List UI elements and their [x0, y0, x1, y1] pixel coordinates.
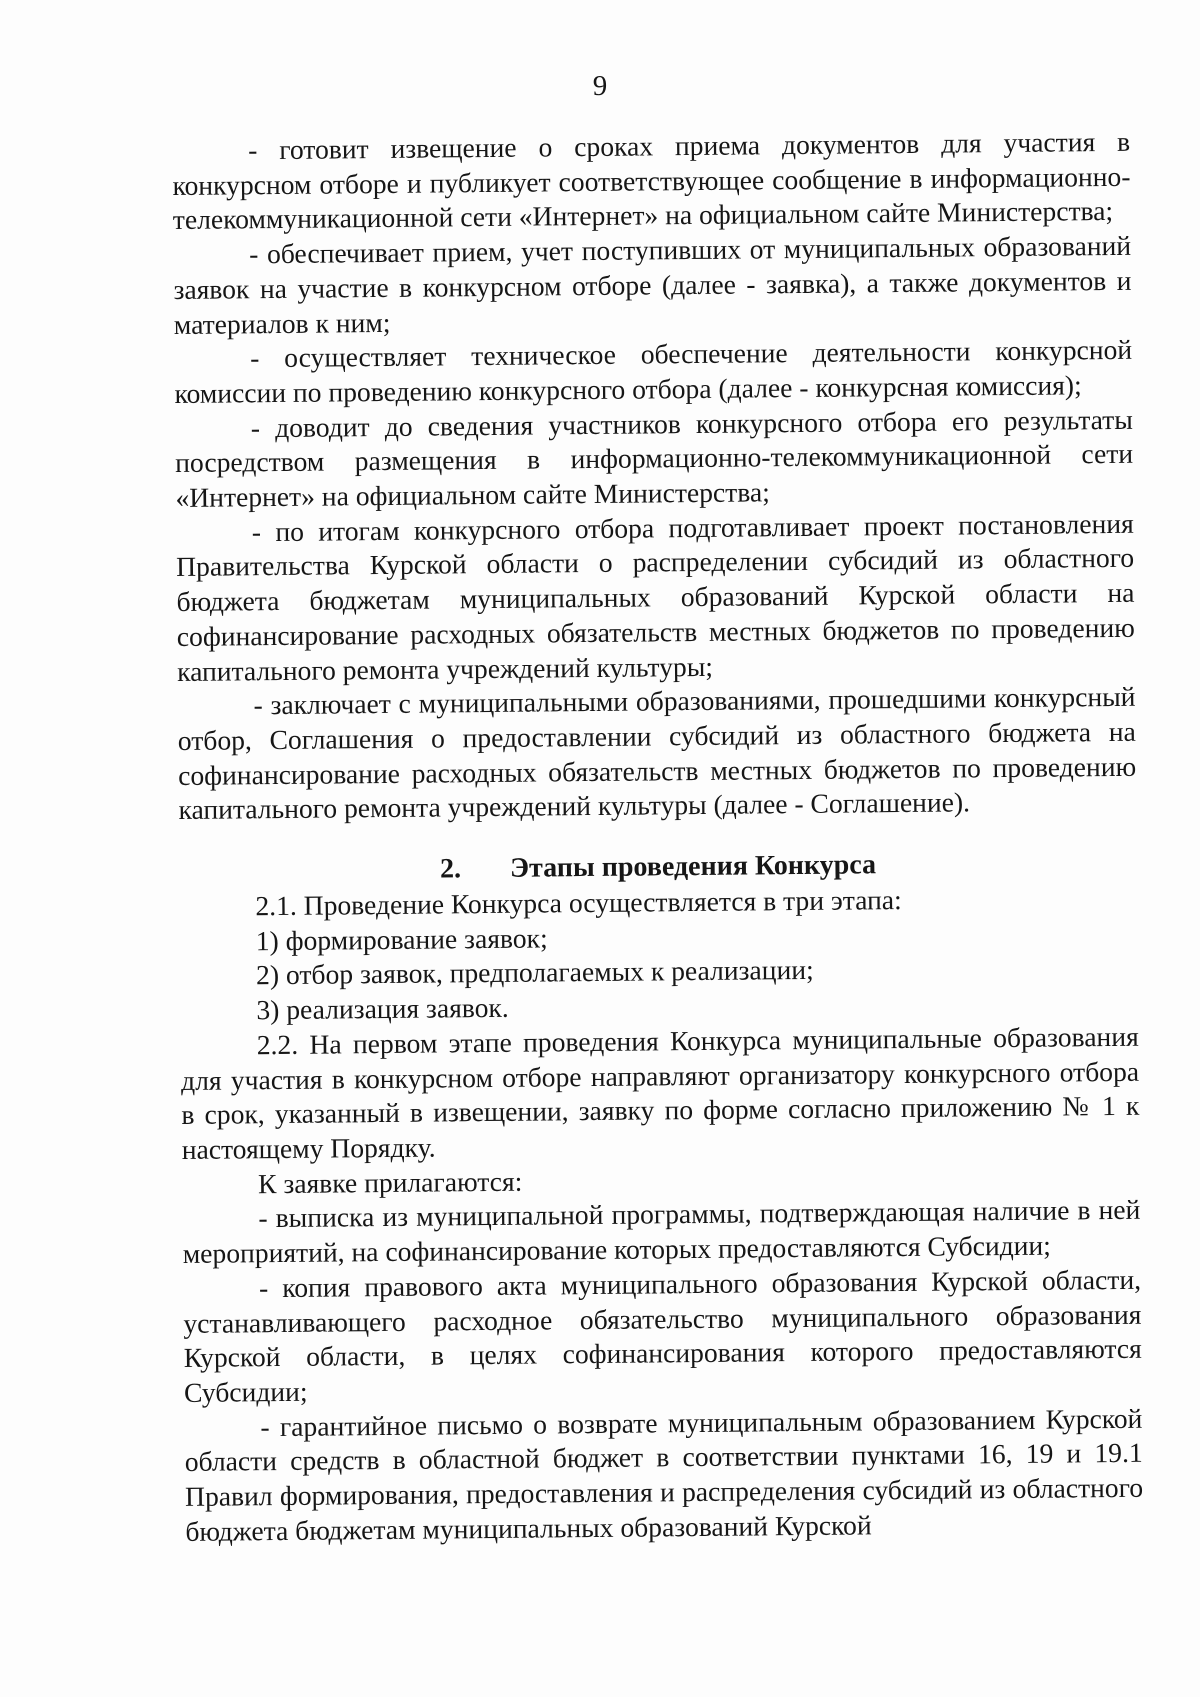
- section-number: 2.: [439, 853, 462, 885]
- paragraph: - по итогам конкурсного отбора подготавливает проект постановления Правительства Курской области о распределении субсидий из областного бюджета бюджетам муниципальных образований Курской области на софинансирование расходных обязательств местных бюджетов по проведению капитального ремонта учреждений культуры;: [176, 507, 1135, 687]
- paragraph: - выписка из муниципальной программы, подтверждающая наличие в ней мероприятий, на софинансирование которых предоставляются Субсидии;: [182, 1194, 1141, 1270]
- paragraph: - доводит до сведения участников конкурсного отбора его результаты посредством размещения в информационно-телекоммуникационной сети «Интернет» на официальном сайте Министерства;: [175, 403, 1134, 514]
- document-body: [172, 125, 1144, 1550]
- paragraph: - гарантийное письмо о возврате муниципальным образованием Курской области средств в областной бюджет в соответствии пунктами 16, 19 и 19.1 Правил формирования, предоставления и распределения субсидий из областного бюджета бюджетам муниципальных образований Курской: [184, 1402, 1144, 1547]
- paragraph: 2.1. Проведение Конкурса осуществляется в три этапа:: [255, 884, 902, 922]
- paragraph: К заявке прилагаются:: [257, 1165, 523, 1199]
- paragraph: - копия правового акта муниципального образования Курской области, устанавливающего расходное обязательство муниципального образования Курской области, в целях софинансирования которого предоставляются Субсидии;: [183, 1263, 1142, 1408]
- paragraph: 2.2. На первом этапе проведения Конкурса муниципальные образования для участия в конкурсном отборе направляют организатору конкурсного отбора в срок, указанный в извещении, заявку по форме согласно приложению № 1 к настоящему Порядку.: [180, 1020, 1140, 1165]
- page-number: 9: [592, 70, 608, 102]
- list-item: 2) отбор заявок, предполагаемых к реализации;: [255, 954, 814, 991]
- paragraph: - заключает с муниципальными образованиями, прошедшими конкурсный отбор, Соглашения о предоставлении субсидий из областного бюджета на софинансирование расходных обязательств местных бюджетов по проведению капитального ремонта учреждений культуры (далее - Соглашение).: [177, 681, 1137, 826]
- section-title: Этапы проведения Конкурса: [509, 849, 877, 884]
- list-item: 3) реализация заявок.: [256, 991, 509, 1026]
- paragraph: - обеспечивает прием, учет поступивших от муниципальных образований заявок на участие в конкурсном отборе (далее - заявка), а также документов и материалов к ним;: [173, 229, 1132, 340]
- paragraph: - осуществляет техническое обеспечение деятельности конкурсной комиссии по проведению конкурсного отбора (далее - конкурсная комиссия);: [174, 334, 1133, 409]
- list-item: 1) формирование заявок;: [255, 922, 548, 956]
- paragraph: - готовит извещение о сроках приема документов для участия в конкурсном отборе и публикует соответствующее сообщение в информационно-телекоммуникационной сети «Интернет» на официальном сайте Министерства;: [172, 125, 1131, 236]
